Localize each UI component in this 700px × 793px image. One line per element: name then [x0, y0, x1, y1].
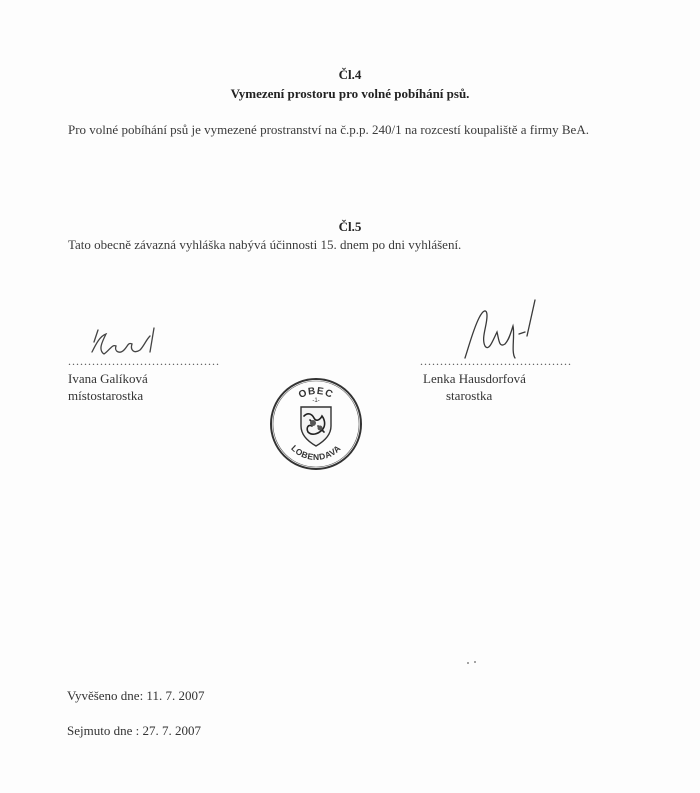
signer-right-name: Lenka Hausdorfová [423, 371, 526, 386]
scan-speck [467, 662, 469, 664]
signer-right-role: starostka [446, 388, 493, 403]
article-5-number: Čl.5 [338, 219, 362, 234]
signer-left-name: Ivana Galíková [68, 371, 148, 386]
signature-line-right: ...................................... [420, 354, 572, 368]
article-4-title: Vymezení prostoru pro volné pobíhání psů. [230, 86, 470, 101]
municipal-stamp-seal [268, 376, 364, 472]
removed-date: Sejmuto dne : 27. 7. 2007 [67, 723, 201, 738]
signature-line-left: ...................................... [68, 354, 220, 368]
stamp-top-text: OBEC [297, 385, 335, 401]
signer-left-role: místostarostka [68, 388, 144, 403]
scan-speck [474, 661, 476, 663]
article-4-number: Čl.4 [338, 67, 362, 82]
article-4-text: Pro volné pobíhání psů je vymezené prostranství na č.p.p. 240/1 na rozcestí koupaliště a firmy BeA. [68, 122, 589, 137]
stamp-number: -1- [312, 398, 320, 404]
stamp-bottom-text: LOBENDAVA [289, 442, 343, 463]
posted-date: Vyvěšeno dne: 11. 7. 2007 [67, 688, 205, 703]
article-5-text: Tato obecně závazná vyhláška nabývá účinnosti 15. dnem po dni vyhlášení. [68, 237, 462, 252]
